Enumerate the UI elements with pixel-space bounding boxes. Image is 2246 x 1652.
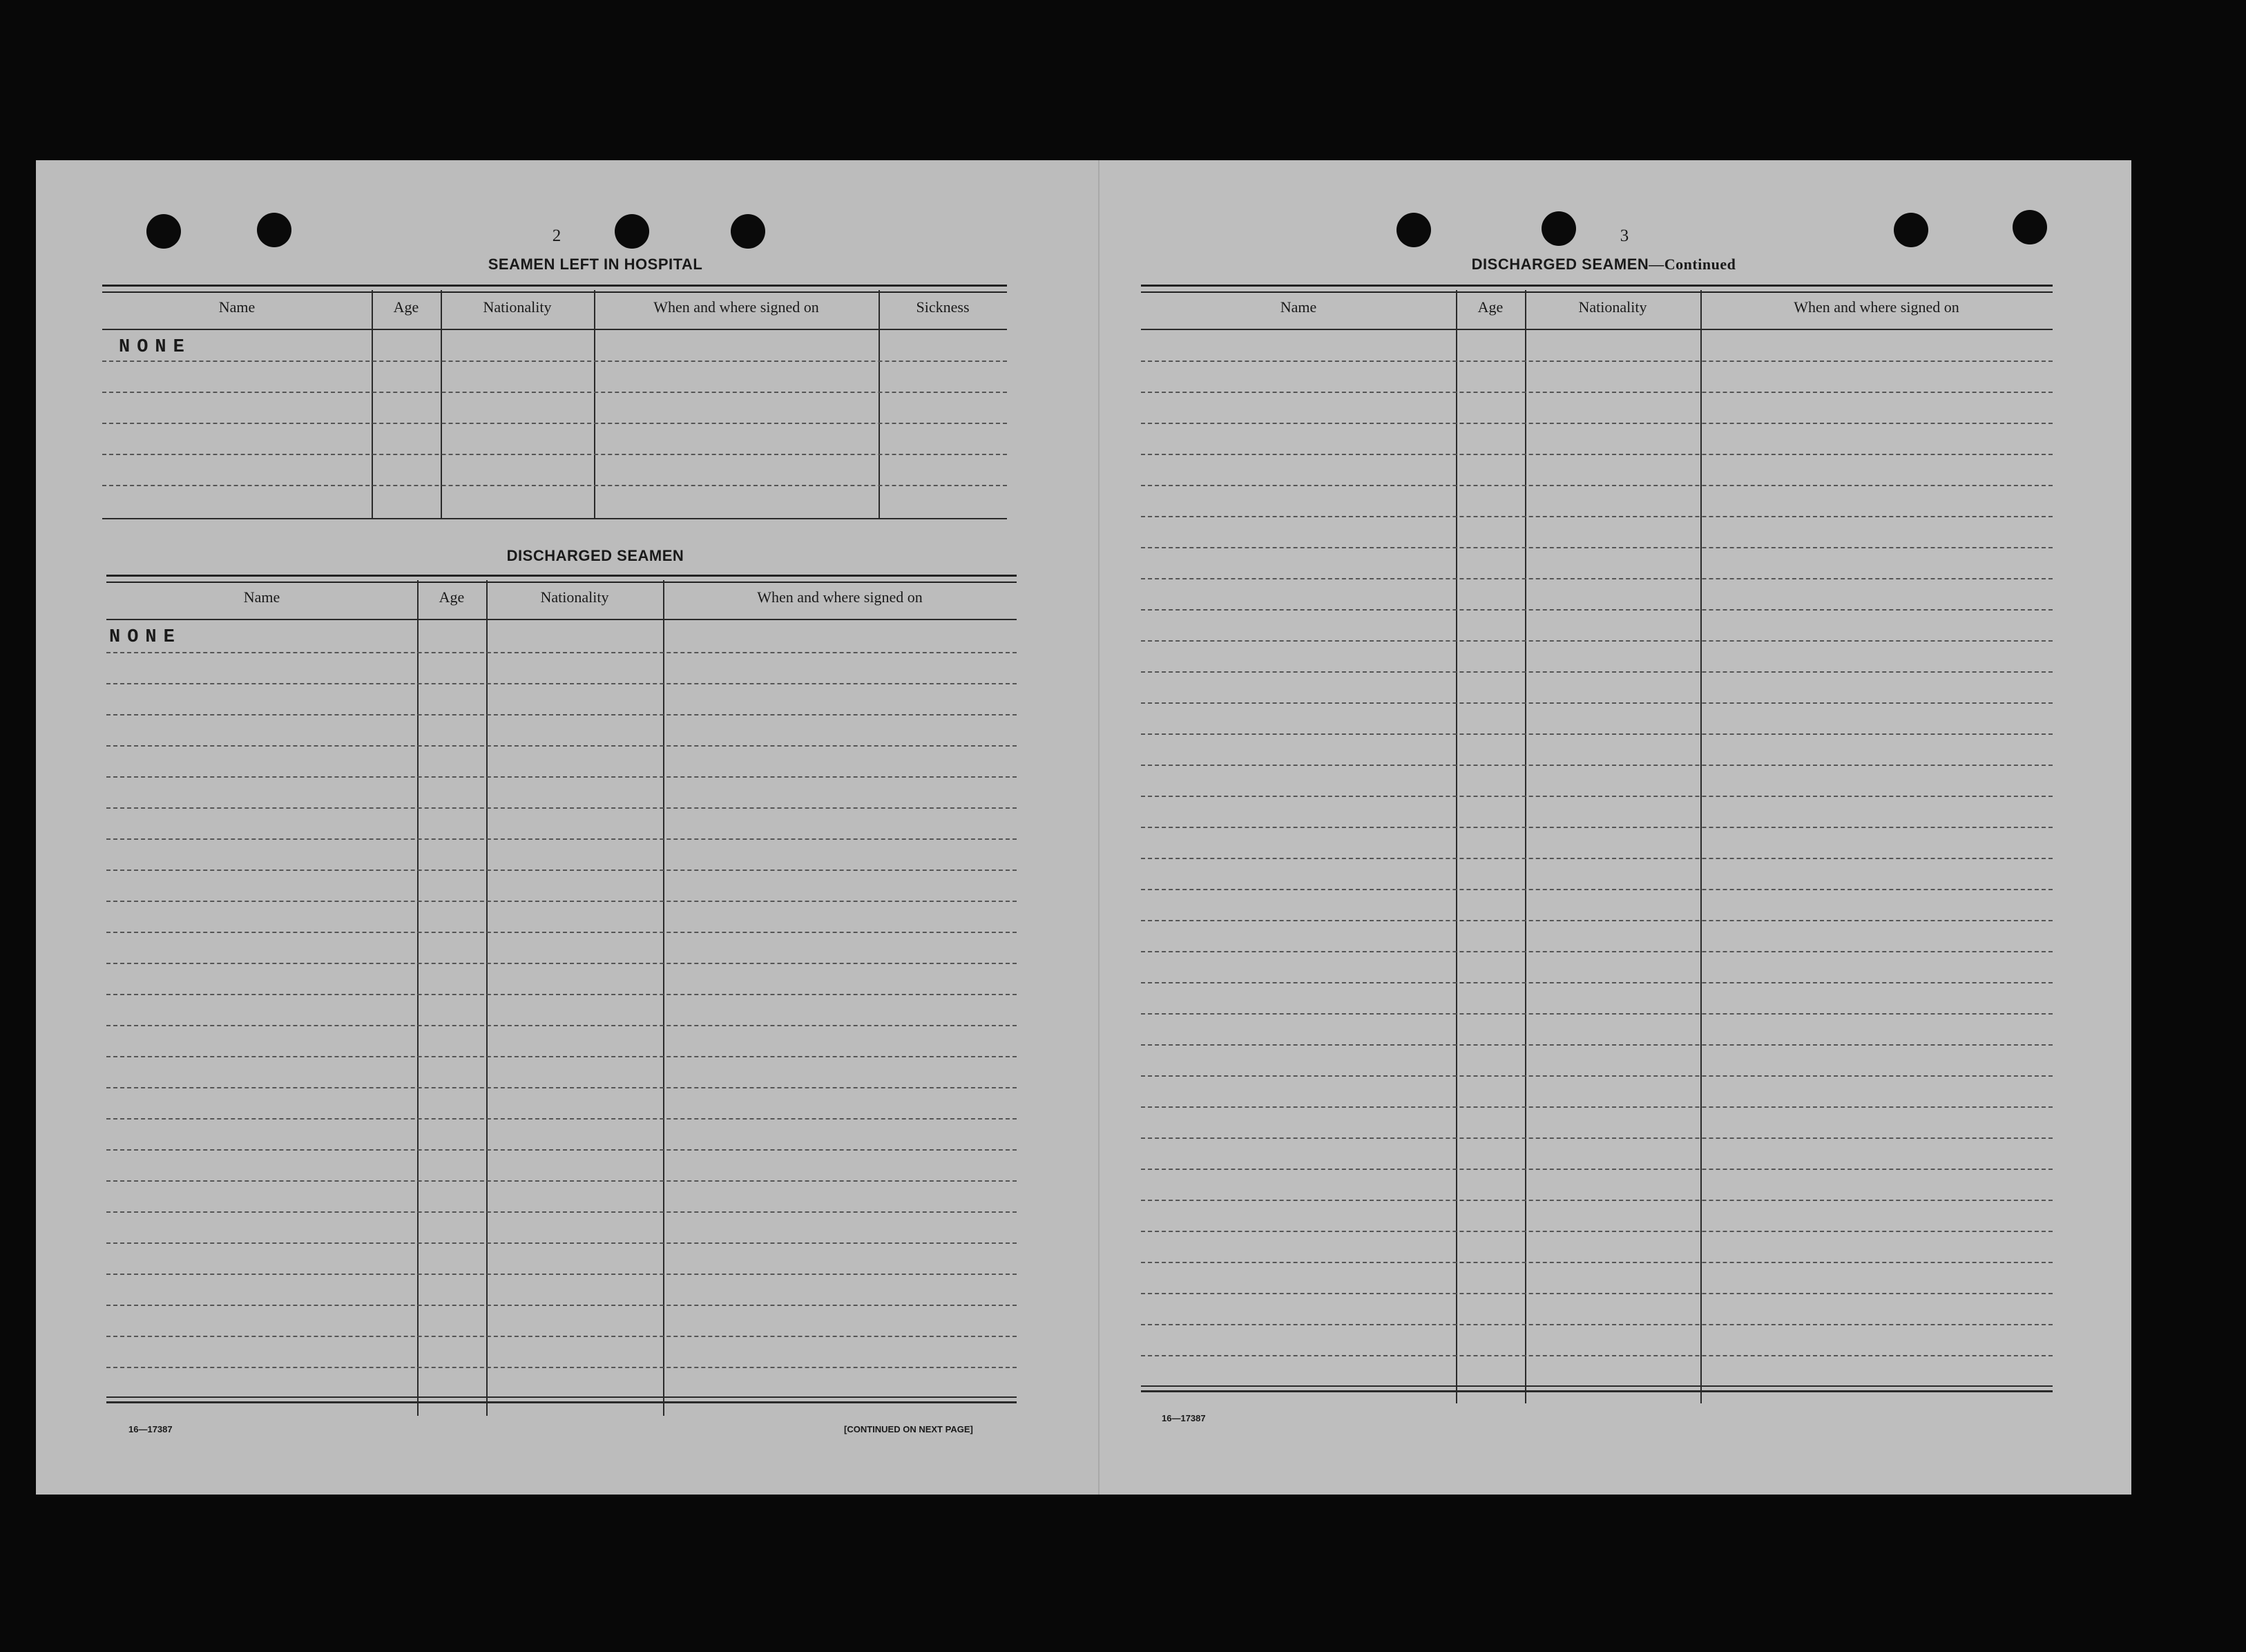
entry-line <box>1141 1262 2053 1263</box>
entry-line <box>1141 858 2053 859</box>
column-header-name: Name <box>1280 298 1317 316</box>
entry-line <box>106 776 1017 778</box>
column-header-when-where: When and where signed on <box>757 588 923 606</box>
entry-line <box>102 485 1007 486</box>
discharged-section-title: DISCHARGED SEAMEN <box>506 547 684 564</box>
column-header-name: Name <box>218 298 256 316</box>
discharged-entry-none: NONE <box>109 627 182 648</box>
header-divider <box>102 329 1007 330</box>
entry-line <box>102 361 1007 362</box>
discharged-table <box>106 575 1017 1417</box>
entry-line <box>1141 765 2053 766</box>
punch-hole <box>146 214 181 249</box>
entry-line <box>1141 920 2053 921</box>
column-divider <box>1700 290 1702 1403</box>
page-number: 3 <box>1620 227 1629 245</box>
entry-line <box>1141 392 2053 393</box>
continued-note: [CONTINUED ON NEXT PAGE] <box>844 1424 973 1434</box>
entry-line <box>106 1087 1017 1088</box>
entry-line <box>1141 671 2053 673</box>
entry-line <box>1141 733 2053 735</box>
punch-hole <box>1894 213 1928 247</box>
column-divider <box>486 580 488 1416</box>
punch-hole <box>2013 210 2047 244</box>
header-divider <box>1141 329 2053 330</box>
entry-line <box>1141 1106 2053 1108</box>
entry-line <box>106 1025 1017 1026</box>
entry-line <box>102 454 1007 455</box>
column-header-nationality: Nationality <box>540 588 609 606</box>
entry-line <box>106 1180 1017 1182</box>
table-bottom-rule <box>1141 1385 2053 1392</box>
entry-line <box>102 392 1007 393</box>
entry-line <box>1141 702 2053 704</box>
punch-hole <box>731 214 765 249</box>
entry-line <box>1141 361 2053 362</box>
entry-line <box>106 994 1017 995</box>
entry-line <box>106 932 1017 933</box>
entry-line <box>1141 454 2053 455</box>
entry-line <box>106 963 1017 964</box>
entry-line <box>1141 1169 2053 1170</box>
left-page <box>36 160 1098 1495</box>
entry-line <box>1141 516 2053 517</box>
title-text: DISCHARGED SEAMEN <box>1471 256 1649 273</box>
column-header-name: Name <box>243 588 280 606</box>
right-page <box>1098 160 2131 1495</box>
column-header-when-where: When and where signed on <box>1794 298 1959 316</box>
entry-line <box>1141 1231 2053 1232</box>
hospital-table <box>102 285 1007 519</box>
punch-hole <box>1396 213 1431 247</box>
discharged-continued-table <box>1141 285 2053 1403</box>
punch-hole <box>1542 211 1576 246</box>
entry-line <box>1141 485 2053 486</box>
entry-line <box>106 1367 1017 1368</box>
table-top-rule <box>106 575 1017 583</box>
page-number: 2 <box>552 227 562 245</box>
form-number: 16—17387 <box>128 1424 173 1434</box>
entry-line <box>106 652 1017 653</box>
entry-line <box>1141 609 2053 611</box>
entry-line <box>1141 889 2053 890</box>
header-divider <box>106 619 1017 620</box>
entry-line <box>106 1149 1017 1151</box>
entry-line <box>1141 1200 2053 1201</box>
column-divider <box>1456 290 1457 1403</box>
entry-line <box>1141 1075 2053 1077</box>
entry-line <box>1141 1013 2053 1015</box>
entry-line <box>106 838 1017 840</box>
entry-line <box>1141 796 2053 797</box>
column-header-when-where: When and where signed on <box>653 298 819 316</box>
entry-line <box>106 714 1017 715</box>
hospital-entry-none: NONE <box>119 337 191 358</box>
entry-line <box>1141 1324 2053 1325</box>
entry-line <box>1141 1137 2053 1139</box>
entry-line <box>106 870 1017 871</box>
hospital-section-title: SEAMEN LEFT IN HOSPITAL <box>488 256 703 273</box>
column-header-sickness: Sickness <box>916 298 970 316</box>
entry-line <box>1141 423 2053 424</box>
column-header-age: Age <box>393 298 419 316</box>
column-header-nationality: Nationality <box>1578 298 1647 316</box>
record-sheet <box>36 160 2130 1495</box>
column-header-age: Age <box>439 588 465 606</box>
entry-line <box>106 901 1017 902</box>
title-suffix: —Continued <box>1649 256 1736 273</box>
entry-line <box>106 1274 1017 1275</box>
punch-hole <box>615 214 649 249</box>
entry-line <box>1141 1044 2053 1046</box>
table-top-rule <box>1141 285 2053 293</box>
discharged-continued-title <box>1307 256 1901 273</box>
entry-line <box>106 1118 1017 1120</box>
column-header-nationality: Nationality <box>483 298 552 316</box>
column-divider <box>417 580 419 1416</box>
entry-line <box>106 1336 1017 1337</box>
entry-line <box>106 807 1017 809</box>
column-header-age: Age <box>1477 298 1504 316</box>
entry-line <box>102 423 1007 424</box>
punch-hole <box>257 213 291 247</box>
table-top-rule <box>102 285 1007 293</box>
entry-line <box>106 1211 1017 1213</box>
entry-line <box>1141 951 2053 952</box>
entry-line <box>106 1305 1017 1306</box>
entry-line <box>106 683 1017 684</box>
table-bottom-rule <box>106 1396 1017 1403</box>
column-divider <box>1525 290 1526 1403</box>
entry-line <box>1141 982 2053 983</box>
entry-line <box>1141 1293 2053 1294</box>
form-number: 16—17387 <box>1162 1413 1206 1423</box>
column-divider <box>663 580 664 1416</box>
entry-line <box>106 1056 1017 1057</box>
entry-line <box>1141 1355 2053 1356</box>
entry-line <box>1141 578 2053 579</box>
entry-line <box>1141 547 2053 548</box>
entry-line <box>1141 640 2053 642</box>
table-bottom-rule <box>102 518 1007 519</box>
entry-line <box>106 745 1017 747</box>
entry-line <box>106 1242 1017 1244</box>
entry-line <box>1141 827 2053 828</box>
